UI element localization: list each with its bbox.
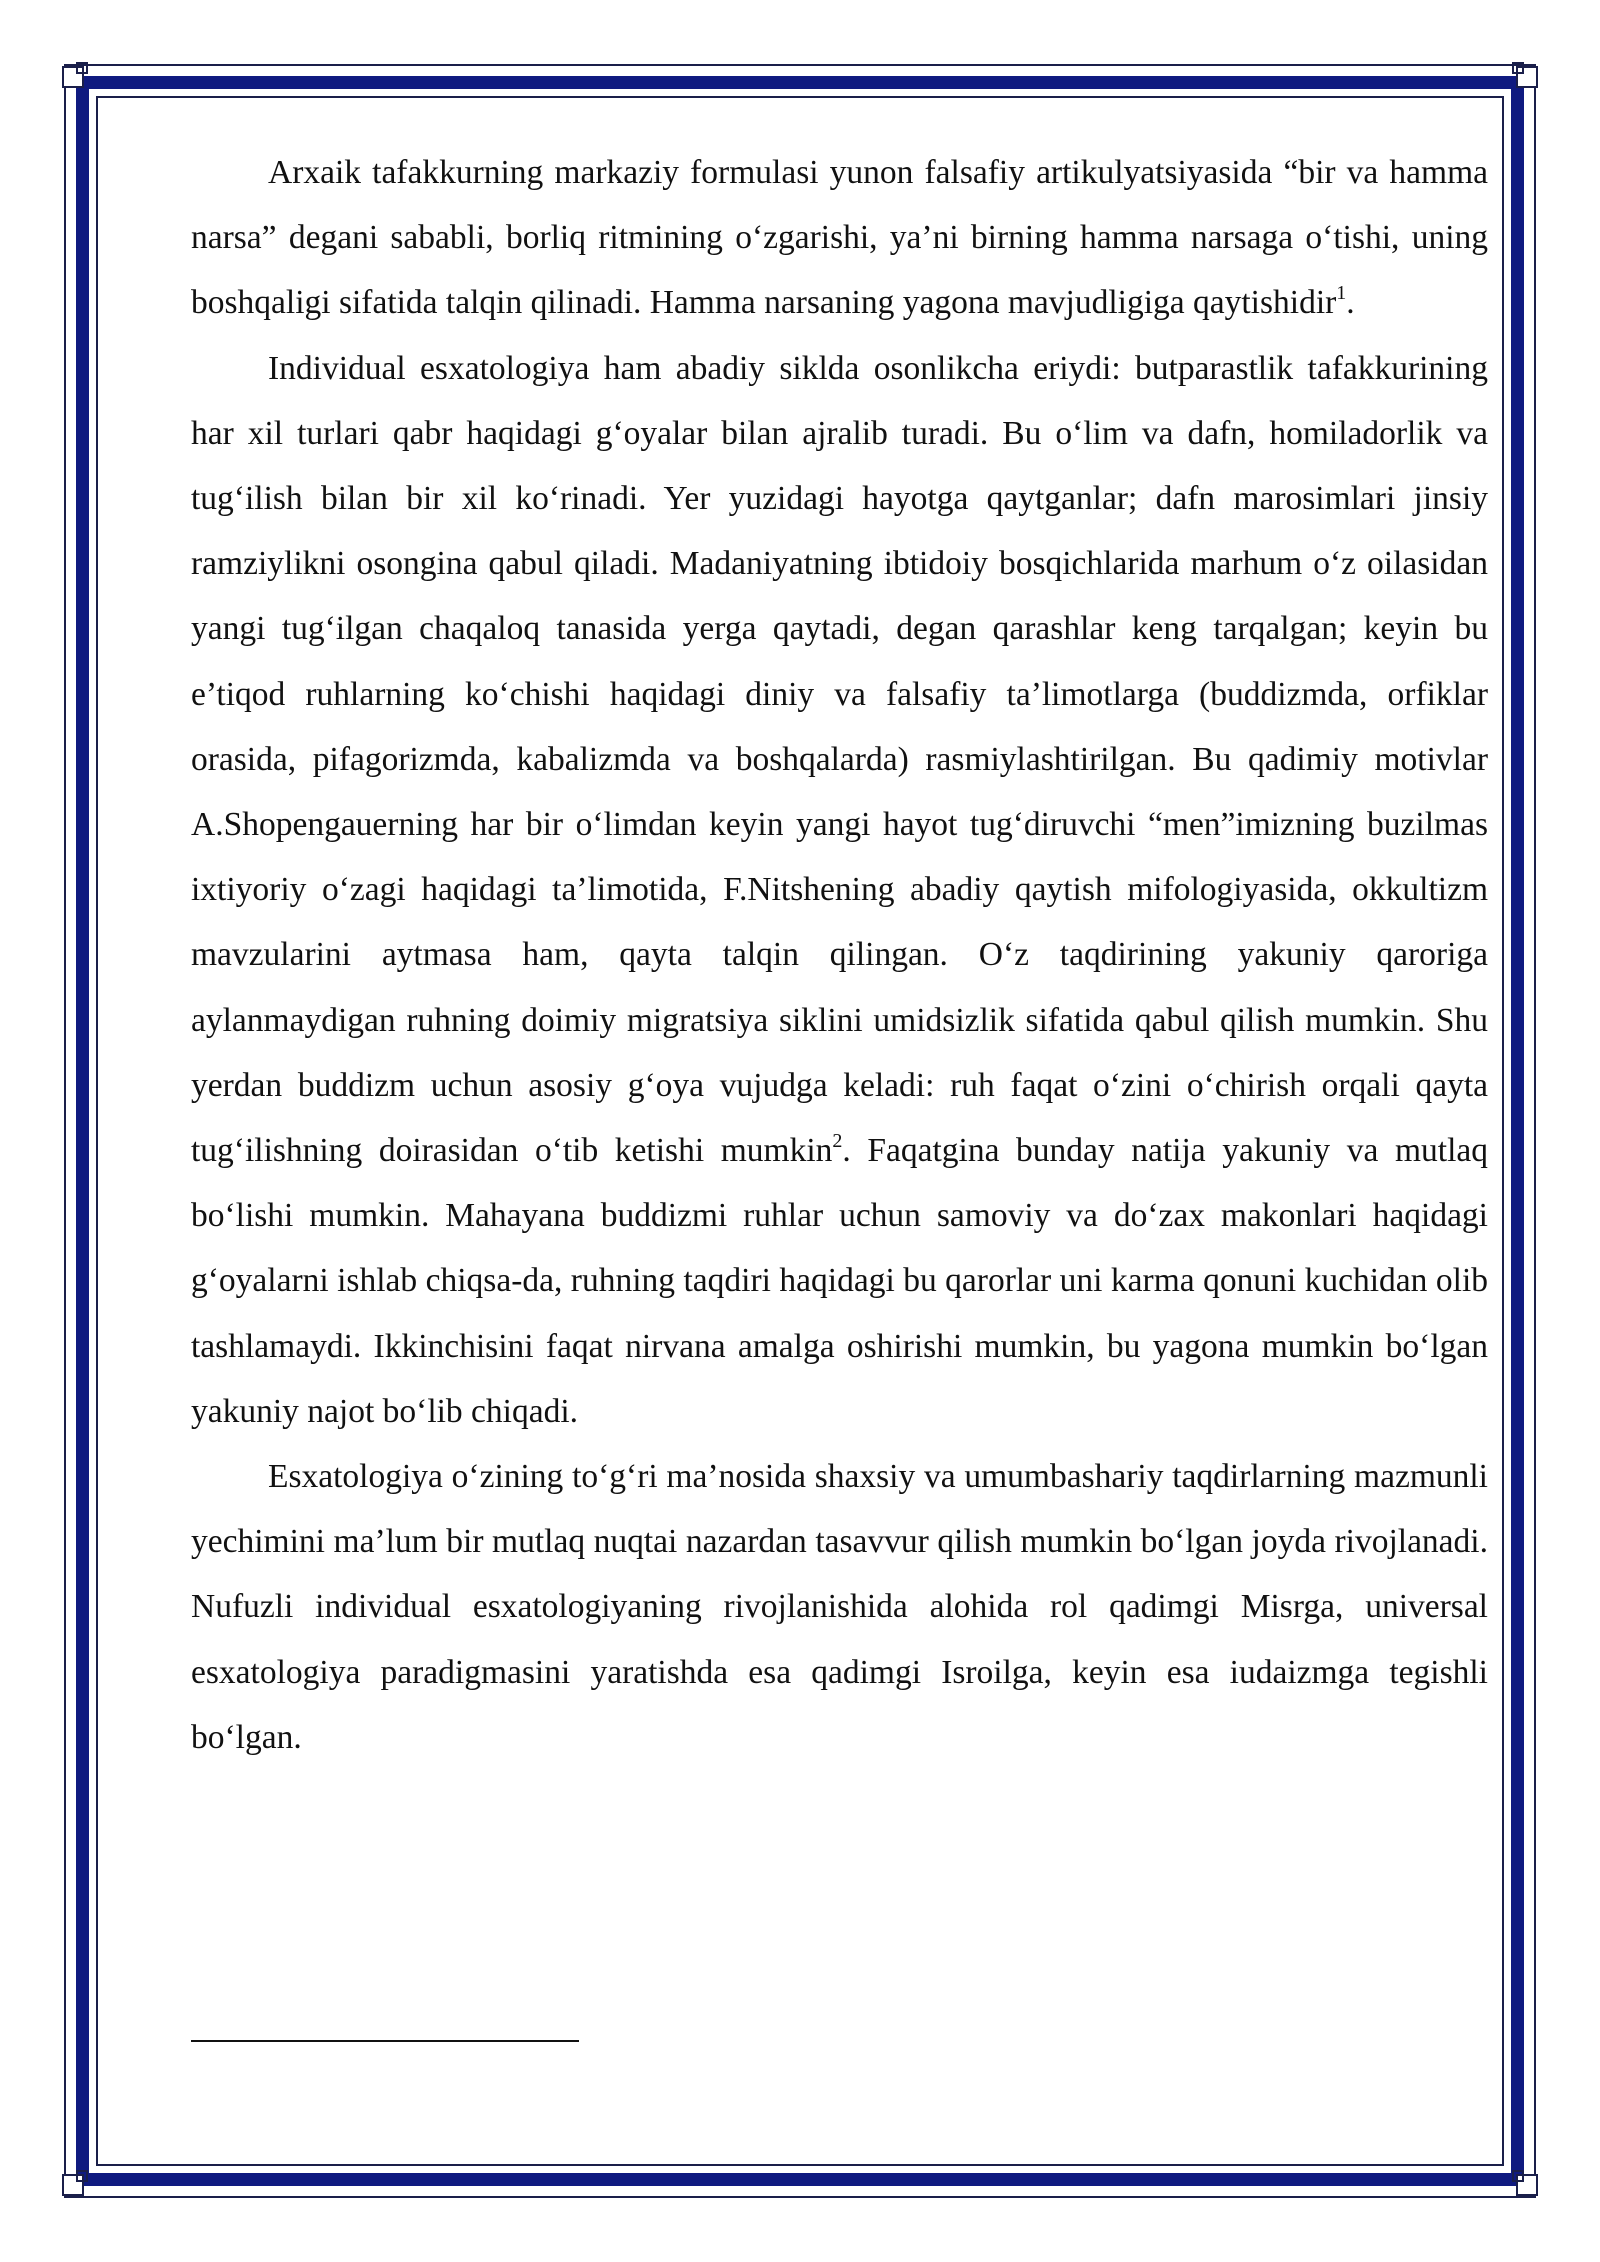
corner-ornament-bottom-left [62,2170,92,2200]
paragraph-text: Individual esxatologiya ham abadiy siklda osonlikcha eriydi: butparastlik tafakkurining har xil turlari qabr haqidagi g‘oyalar bilan ajralib turadi. Bu o‘lim va dafn, homiladorlik va tug‘ilish bilan bir xil ko‘rinadi. Yer yuzidagi hayotga qaytganlar; dafn marosimlari jinsiy ramziylikni osongina qabul qiladi. Madaniyatning ibtidoiy bosqichlarida marhum o‘z oilasidan yangi tug‘ilgan chaqaloq tanasida yerga qaytadi, degan qarashlar keng tarqalgan; keyin bu e’tiqod ruhlarning ko‘chishi haqidagi diniy va falsafiy ta’limotlarga (buddizmda, orfiklar orasida, pifagorizmda, kabalizmda va boshqalarda) rasmiylashtirilgan. Bu qadimiy motivlar A.Shopengauerning har bir o‘limdan keyin yangi hayot tug‘diruvchi “men”imizning buzilmas ixtiyoriy o‘zagi haqidagi ta’limotida, F.Nitshening abadiy qaytish mifologiyasida, okkultizm mavzularini aytmasa ham, qayta talqin qilingan. O‘z taqdirining yakuniy qaroriga aylanmaydigan ruhning doimiy migratsiya siklini umidsizlik sifatida qabul qilish mumkin. Shu yerdan buddizm uchun asosiy g‘oya vujudga keladi: ruh faqat o‘zini o‘chirish orqali qayta tug‘ilishning doirasidan o‘tib ketishi mumkin [191,349,1488,1170]
paragraph-text: Esxatologiya o‘zining to‘g‘ri ma’nosida shaxsiy va umumbashariy taqdirlarning mazmunli yechimini ma’lum bir mutlaq nuqtai nazardan tasavvur qilish mumkin bo‘lgan joyda rivojlanadi. Nufuzli individual esxatologiyaning rivojlanishida alohida rol qadimgi Misrga, universal esxatologiya paradigmasini yaratishda esa qadimgi Isroilga, keyin esa iudaizmga tegishli bo‘lgan. [191,1458,1488,1756]
paragraph-3 [191,1444,1488,1770]
paragraph-text: Arxaik tafakkurning markaziy formulasi yunon falsafiy artikulyatsiyasida “bir va hamma narsa” degani sababli, borliq ritmining o‘zgarishi, ya’ni birning hamma narsaga o‘tishi, uning boshqaligi sifatida talqin qilinadi. Hamma narsaning yagona mavjudligiga qaytishidir [191,154,1488,322]
footnote-ref-2[interactable]: 2 [832,1130,843,1153]
paragraph-1 [191,140,1488,336]
paragraph-text: . [1346,284,1355,322]
footnote-ref-1[interactable]: 1 [1336,282,1347,305]
corner-ornament-top-left [62,62,92,92]
paragraph-2 [191,336,1488,1444]
paragraph-text: . Faqatgina bunday natija yakuniy va mutlaq bo‘lishi mumkin. Mahayana buddizmi ruhlar uchun samoviy va do‘zax makonlari haqidagi g‘oyalarni ishlab chiqsa-da, ruhning taqdiri haqidagi bu qarorlar uni karma qonuni kuchidan olib tashlamaydi. Ikkinchisini faqat nirvana amalga oshirishi mumkin, bu yagona mumkin bo‘lgan yakuniy najot bo‘lib chiqadi. [191,1132,1488,1430]
corner-ornament-bottom-right [1508,2170,1538,2200]
corner-ornament-top-right [1508,62,1538,92]
footnote-separator [191,2040,579,2042]
body-text [191,140,1488,1770]
